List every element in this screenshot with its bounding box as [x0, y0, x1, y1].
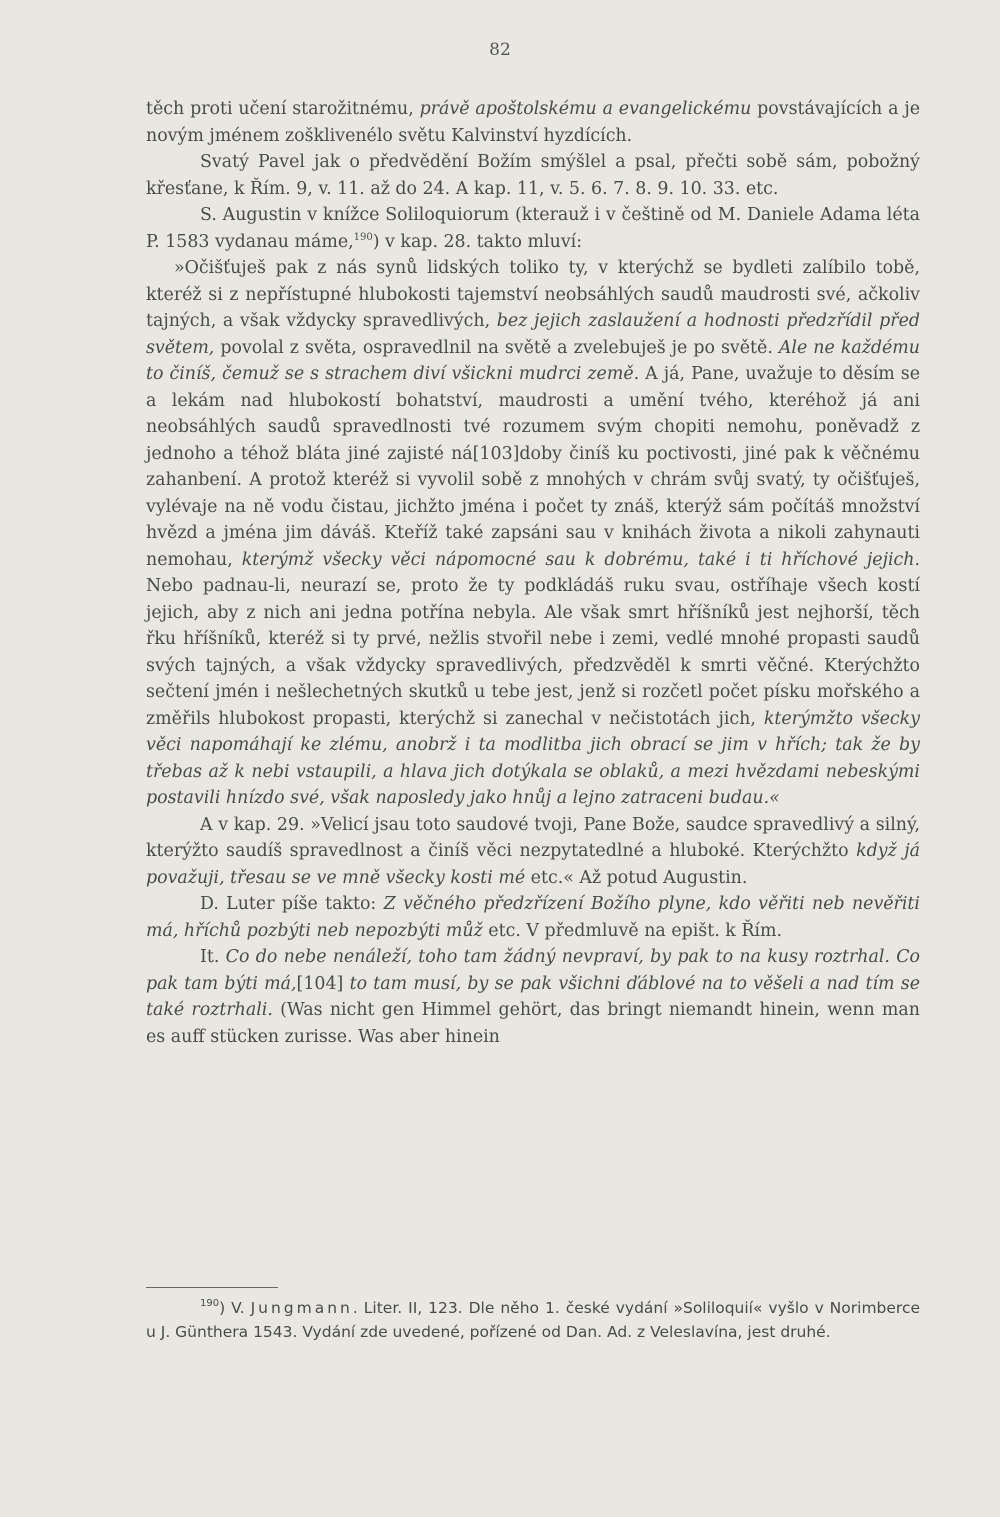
footnote-author: Jungmann: [250, 1299, 353, 1317]
italic-emphasis: kterýmžto všecky věci napomáhají ke zlému, anobrž i ta modlitba jich obrací se jim v hřích; tak že by třebas až k nebi vstaupili, a hlava jich dotýkala se oblaků, a mezi hvězdami nebeskými postavili hnízdo své, však naposledy jako hnůj a lejno zatraceni budau.«: [146, 708, 920, 808]
main-text: [146, 96, 920, 1050]
paragraph-2: Svatý Pavel jak o předvědění Božím smýšlel a psal, přečti sobě sám, pobožný křesťane, k Řím. 9, v. 11. až do 24. A kap. 11, v. 5. 6. 7. 8. 9. 10. 33. etc.: [146, 152, 920, 199]
italic-emphasis: kterýmž všecky věci nápomocné sau k dobrému, také i ti hříchové jejich.: [241, 549, 920, 570]
paragraph-3: S. Augustin v knížce Soliloquiorum (kterauž i v češtině od M. Daniele Adama léta P. 1583 vydanau máme,$^{190}$) v kap. 28. takto mluví:: [146, 205, 920, 252]
paragraph-1: těch proti učení starožitnému, právě apoštolskému a evangelickému povstávajících a je novým jménem zošklivenélo světu Kalvinství hyzdících.: [146, 99, 921, 146]
italic-emphasis: Z věčného předzřízení Božího plyne, kdo věřiti neb nevěřiti má, hříchů pozbýti neb nepozbýti můž: [146, 894, 920, 941]
italic-emphasis: Ale ne každému to činíš, čemuž se s strachem diví všickni mudrci země.: [146, 337, 921, 384]
footnote-ref: 190: [353, 231, 373, 243]
italic-emphasis: když já považuji, třesau se ve mně všecky kosti mé: [146, 841, 920, 888]
footnote: $^{190}$) V. Jungmann. Liter. II, 123. Dle něho 1. české vydání »Soliloquií« vyšlo v Norimberce u J. Günthera 1543. Vydání zde uvedené, pořízené od Dan. Ad. z Veleslavína, jest druhé.: [146, 1298, 921, 1341]
footnote-number: 190: [200, 1298, 220, 1309]
italic-emphasis: právě apoštolskému a evangelickému: [419, 99, 752, 119]
footnote-divider: [146, 1287, 278, 1288]
italic-emphasis: bez jejich zaslaužení a hodnosti předzřídil před světem,: [146, 311, 921, 358]
paragraph-6: D. Luter píše takto: Z věčného předzřízení Božího plyne, kdo věřiti neb nevěřiti má, hříchů pozbýti neb nepozbýti můž etc. V předmluvě na epišt. k Řím.: [146, 894, 920, 941]
paragraph-7: It. Co do nebe nenáleží, toho tam žádný nevpraví, by pak to na kusy roztrhal. Co pak tam býti má,[104] to tam musí, by se pak všichni ďáblové na to věšeli a nad tím se také roztrhali. (Was nicht gen Himmel gehört, das bringt niemandt hinein, wenn man es auff stücken zurisse. Was aber hinein: [146, 947, 920, 1047]
paragraph-5: A v kap. 29. »Velicí jsau toto saudové tvoji, Pane Bože, saudce spravedlivý a silný, kterýžto saudíš spravedlnost a činíš věci nezpytatedlné a hluboké. Kterýchžto když já považuji, třesau se ve mně všecky kosti mé etc.« Až potud Augustin.: [146, 814, 920, 888]
page-number: 82: [489, 40, 511, 60]
paragraph-4-quote: »Očišťuješ pak z nás synů lidských toliko ty, v kterýchž se bydleti zalíbilo tobě, kteréž si z nepřístupné hlubokosti tajemství neobsáhlých saudů maudrosti své, ačkoliv tajných, a však vždycky spravedlivých, bez jejich zaslaužení a hodnosti předzřídil před světem, povolal z světa, ospravedlnil na světě a zvelebuješ je po světě. Ale ne každému to činíš, čemuž se s strachem diví všickni mudrci země. A já, Pane, uvažuje to děsím se a lekám nad hlubokostí bohatství, maudrosti a umění tvého, kteréhož já ani neobsáhlých saudů spravedlnosti tvé rozumem svým chopiti nemohu, poněvadž z jednoho a téhož bláta jiné zajisté ná[103]doby činíš ku poctivosti, jiné pak k věčnému zahanbení. A protož kteréž si vyvolil sobě z mnohých v chrám svůj svatý, ty očišťuješ, vylévaje na ně vodu čistau, jichžto jména i počet ty znáš, kterýž sám počítáš množství hvězd a jména jim dáváš. Kteříž také zapsáni sau v knihách života a nikoli zahynauti nemohau, kterýmž všecky věci nápomocné sau k dobrému, také i ti hříchové jejich. Nebo padnau-li, neurazí se, proto že ty podkládáš ruku svau, ostříhaje všech kostí jejich, aby z nich ani jedna potřína nebyla. Ale však smrt hříšníků jest nejhorší, těch řku hříšníků, kteréž si ty prvé, nežlis stvořil nebe i zemi, vedlé mnohé propasti saudů svých tajných, a však vždycky spravedlivých, předzvěděl k smrti věčné. Kterýchžto sečtení jmén i nešlechetných skutků u tebe jest, jenž si rozčetl počet písku mořského a změřils hlubokost propasti, kterýchž si zanechal v nečistotách jich, kterýmžto všecky věci napomáhají ke zlému, anobrž i ta modlitba jich obrací se jim v hřích; tak že by třebas až k nebi vstaupili, a hlava jich dotýkala se oblaků, a mezi hvězdami nebeskými postavili hnízdo své, však naposledy jako hnůj a lejno zatraceni budau.«: [146, 258, 921, 808]
italic-emphasis: Co do nebe nenáleží, toho tam žádný nevpraví, by pak to na kusy roztrhal. Co pak tam býti má,: [146, 947, 920, 994]
italic-emphasis: to tam musí, by se pak všichni ďáblové na to věšeli a nad tím se také roztrhali.: [146, 973, 920, 1020]
